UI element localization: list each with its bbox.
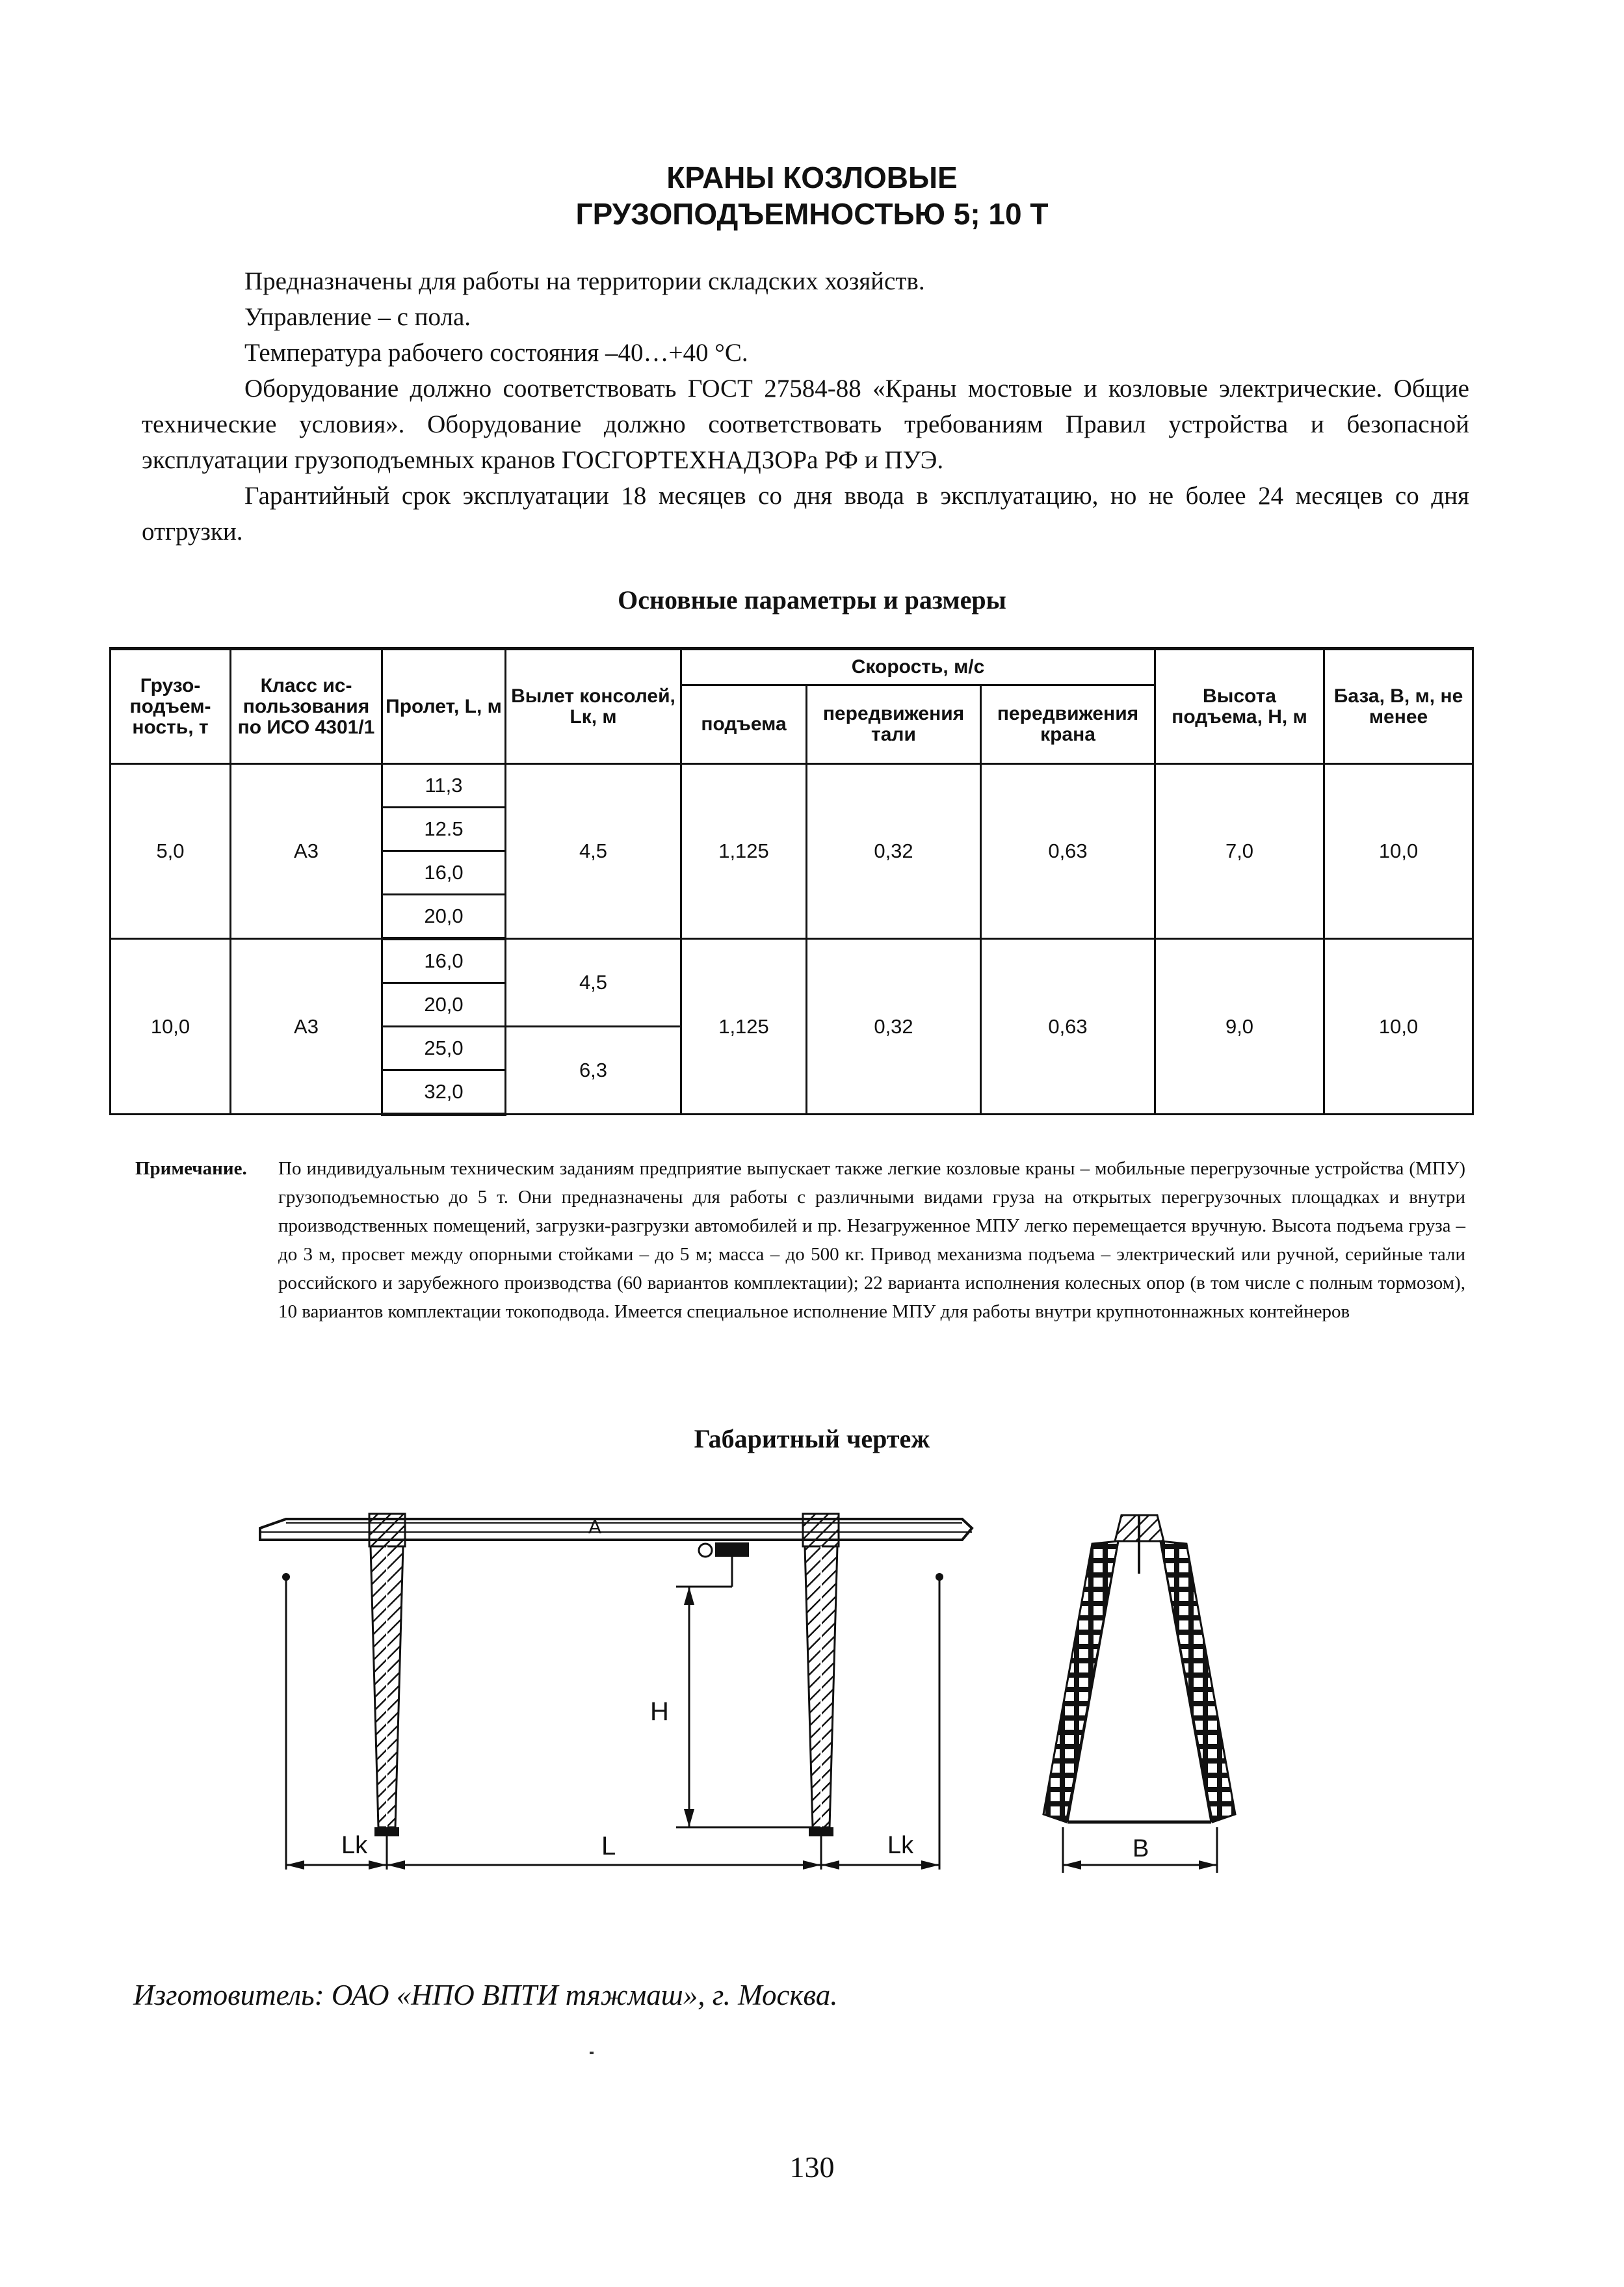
cell-speed-lift: 1,125 bbox=[681, 764, 807, 939]
intro-text bbox=[142, 263, 1469, 549]
cell-span: 12.5 bbox=[382, 808, 506, 851]
cell-span: 16,0 bbox=[382, 939, 506, 983]
header-speed: Скорость, м/с bbox=[681, 649, 1155, 685]
cell-capacity: 10,0 bbox=[111, 939, 231, 1115]
header-base: База, В, м, не менее bbox=[1324, 649, 1473, 764]
cell-span: 16,0 bbox=[382, 851, 506, 895]
scan-dot bbox=[590, 2052, 594, 2054]
crane-front-view bbox=[260, 1514, 972, 1870]
note-block bbox=[135, 1154, 1465, 1326]
intro-paragraph: Гарантийный срок эксплуатации 18 месяцев со дня ввода в эксплуатацию, но не более 24 месяцев со дня отгрузки. bbox=[142, 482, 1469, 546]
beam-mark-label: A bbox=[588, 1516, 602, 1538]
drawing-title: Габаритный чертеж bbox=[694, 1424, 930, 1453]
header-speed-lift: подъема bbox=[681, 685, 807, 764]
cell-span: 32,0 bbox=[382, 1070, 506, 1115]
parameters-table bbox=[109, 647, 1474, 1116]
cell-speed-hoist: 0,32 bbox=[807, 939, 981, 1115]
console-left-label: Lk bbox=[341, 1832, 368, 1859]
note-text: По индивидуальным техническим заданиям предприятие выпускает также легкие козловые краны – мобильные перегрузочные устройства (МПУ) грузоподъемностью до 5 т. Они предназначены для работы с различными видами груза на открытых перегрузочных площадках и внутри производственных помещений, загрузки-разгрузки автомобилей и пр. Незагруженное МПУ легко перемещается вручную. Высота подъема груза – до 3 м, просвет между опорными стойками – до 5 м; масса – до 500 кг. Привод механизма подъема – электрический или ручной, серийные тали российского и зарубежного производства (60 вариантов комплектации); 22 варианта исполнения колесных опор (в том числе с полным тормозом), 10 вариантов комплектации токоподвода. Имеется специальное исполнение МПУ для работы внутри крупнотоннажных контейнеров bbox=[278, 1158, 1465, 1322]
page-title-line-1: КРАНЫ КОЗЛОВЫЕ bbox=[666, 161, 958, 194]
page-number: 130 bbox=[789, 2150, 835, 2184]
base-label: B bbox=[1133, 1835, 1149, 1862]
cell-class: А3 bbox=[231, 764, 382, 939]
cell-speed-crane: 0,63 bbox=[981, 939, 1155, 1115]
cell-height: 7,0 bbox=[1155, 764, 1324, 939]
cell-speed-lift: 1,125 bbox=[681, 939, 807, 1115]
cell-speed-crane: 0,63 bbox=[981, 764, 1155, 939]
cell-capacity: 5,0 bbox=[111, 764, 231, 939]
table-title: Основные параметры и размеры bbox=[618, 585, 1006, 615]
cell-height: 9,0 bbox=[1155, 939, 1324, 1115]
cell-console: 4,5 bbox=[506, 939, 681, 1027]
intro-paragraph: Предназначены для работы на территории складских хозяйств. bbox=[244, 267, 925, 295]
console-right-label: Lk bbox=[887, 1832, 914, 1859]
header-height: Высота подъема, Н, м bbox=[1155, 649, 1324, 764]
cell-base: 10,0 bbox=[1324, 764, 1473, 939]
header-speed-hoist: передвижения тали bbox=[807, 685, 981, 764]
table-row bbox=[111, 939, 1473, 983]
cell-span: 11,3 bbox=[382, 764, 506, 808]
crane-dimension-drawing bbox=[247, 1489, 1287, 1905]
note-label: Примечание. bbox=[135, 1158, 247, 1179]
table-row bbox=[111, 764, 1473, 808]
header-span: Пролет, L, м bbox=[382, 649, 506, 764]
intro-paragraph: Температура рабочего состояния –40…+40 °С. bbox=[244, 339, 748, 367]
page-title-line-2: ГРУЗОПОДЪЕМНОСТЬЮ 5; 10 Т bbox=[575, 197, 1049, 231]
cell-console: 4,5 bbox=[506, 764, 681, 939]
cell-span: 20,0 bbox=[382, 895, 506, 939]
intro-paragraph: Управление – с пола. bbox=[244, 303, 471, 331]
cell-console: 6,3 bbox=[506, 1027, 681, 1115]
cell-span: 25,0 bbox=[382, 1027, 506, 1070]
manufacturer: Изготовитель: ОАО «НПО ВПТИ тяжмаш», г. Москва. bbox=[133, 1979, 838, 2011]
cell-base: 10,0 bbox=[1324, 939, 1473, 1115]
header-console: Вылет консолей, Lк, м bbox=[506, 649, 681, 764]
header-class: Класс ис-пользования по ИСО 4301/1 bbox=[231, 649, 382, 764]
cell-span: 20,0 bbox=[382, 983, 506, 1027]
crane-side-view bbox=[1043, 1515, 1235, 1873]
span-label: L bbox=[601, 1832, 616, 1860]
height-dimension-label: H bbox=[650, 1697, 669, 1726]
intro-paragraph: Оборудование должно соответствовать ГОСТ 27584-88 «Краны мостовые и козловые электрические. Общие технические условия». Оборудование должно соответствовать требованиям Правил устройства и безопасной эксплуатации грузоподъемных кранов ГОСГОРТЕХНАДЗОРа РФ и ПУЭ. bbox=[142, 375, 1469, 474]
header-capacity: Грузо-подъем-ность, т bbox=[111, 649, 231, 764]
header-speed-crane: передвижения крана bbox=[981, 685, 1155, 764]
cell-class: А3 bbox=[231, 939, 382, 1115]
cell-speed-hoist: 0,32 bbox=[807, 764, 981, 939]
